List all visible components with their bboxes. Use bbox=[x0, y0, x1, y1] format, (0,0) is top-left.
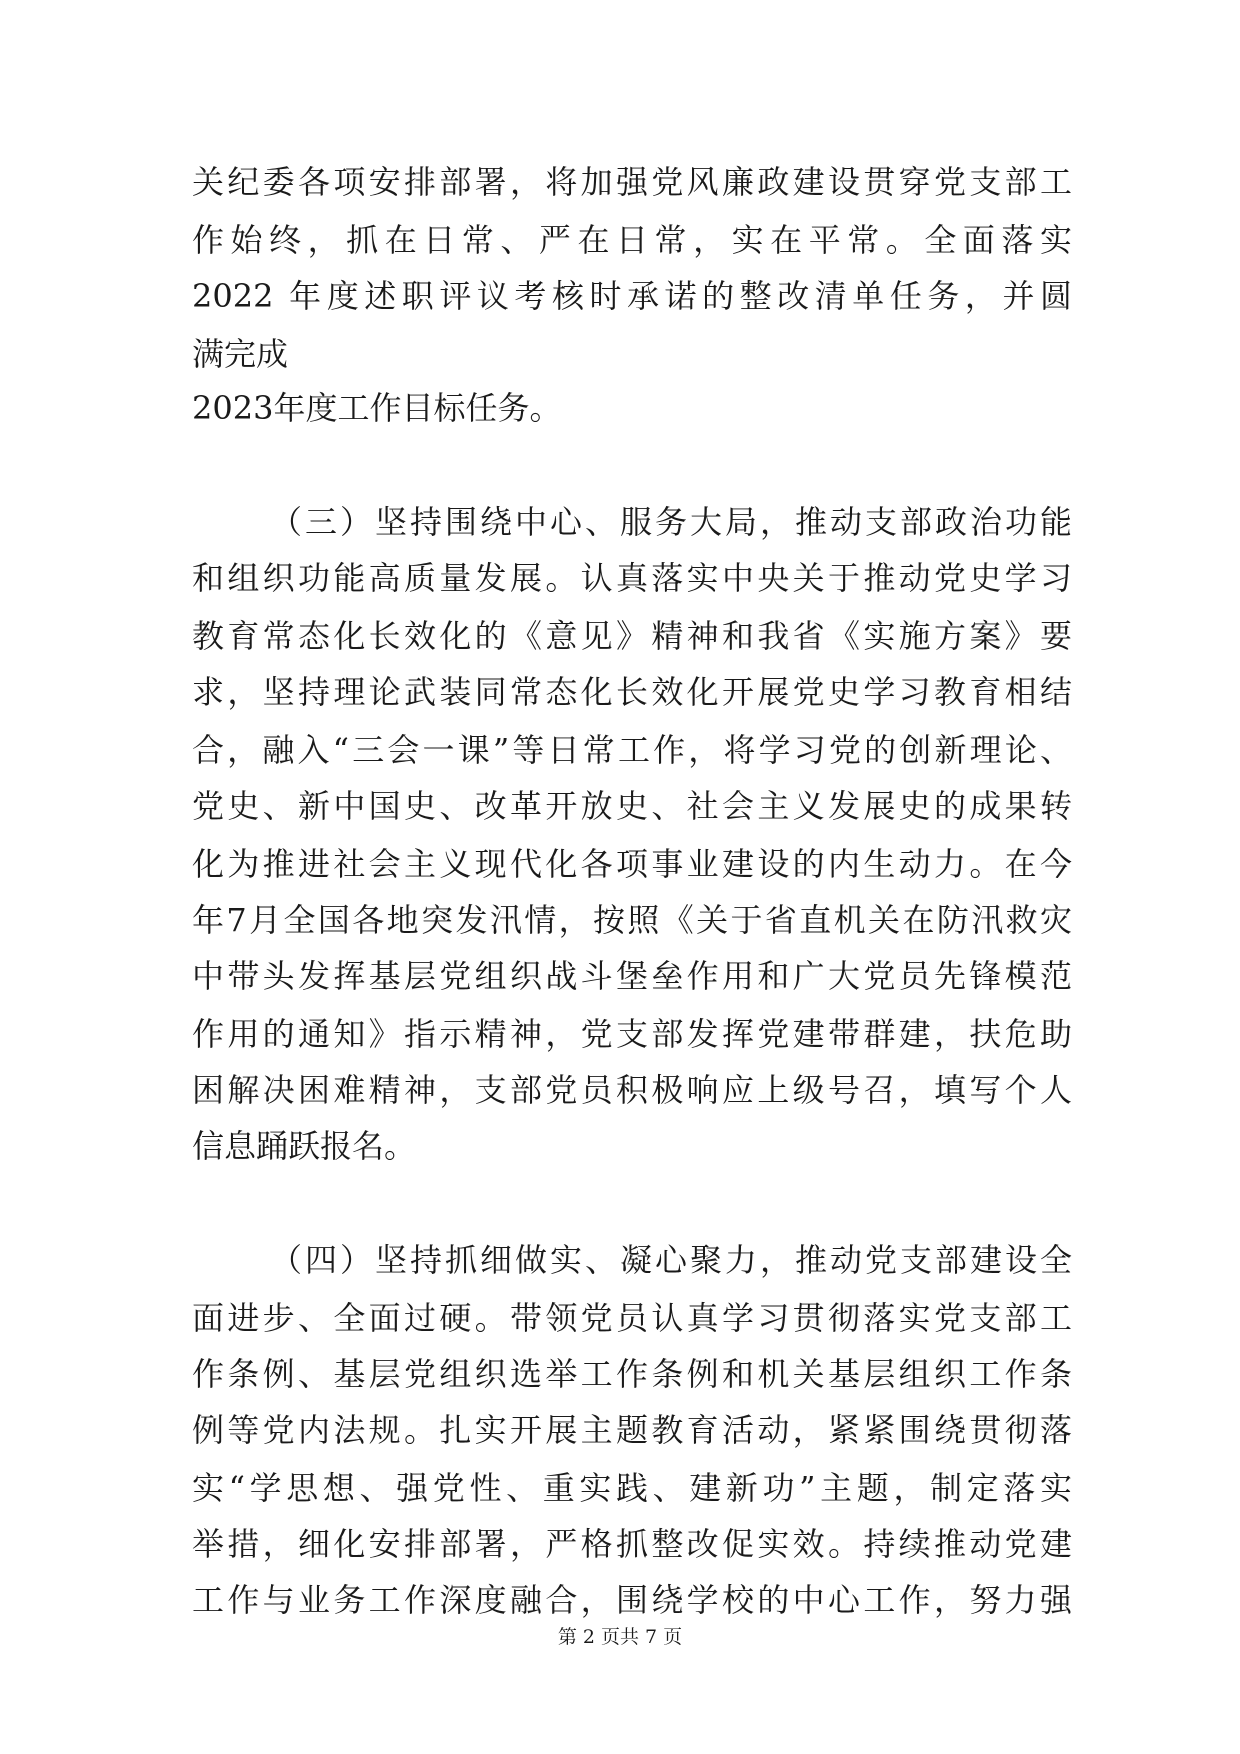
text-line: 合，融入“三会一课”等日常工作，将学习党的创新理论、 bbox=[192, 731, 1072, 769]
text-line: 困解决困难精神，支部党员积极响应上级号召，填写个人 bbox=[192, 1071, 1072, 1109]
text-line: 年7月全国各地突发汛情，按照《关于省直机关在防汛救灾 bbox=[192, 901, 1072, 939]
text-line: 面进步、全面过硬。带领党员认真学习贯彻落实党支部工 bbox=[192, 1299, 1072, 1337]
text-line: 关纪委各项安排部署，将加强党风廉政建设贯穿党支部工 bbox=[192, 163, 1072, 201]
text-line: 作用的通知》指示精神，党支部发挥党建带群建，扶危助 bbox=[192, 1015, 1072, 1053]
page-number: 第 2 页共 7 页 bbox=[557, 1626, 683, 1648]
text-line: 作始终，抓在日常、严在日常，实在平常。全面落实 bbox=[192, 221, 1072, 259]
text-line: 满完成 bbox=[192, 335, 289, 373]
text-line: （三）坚持围绕中心、服务大局，推动支部政治功能 bbox=[270, 503, 1072, 541]
text-line: 工作与业务工作深度融合，围绕学校的中心工作，努力强 bbox=[192, 1581, 1072, 1619]
text-line: 中带头发挥基层党组织战斗堡垒作用和广大党员先锋模范 bbox=[192, 957, 1072, 995]
text-line: 例等党内法规。扎实开展主题教育活动，紧紧围绕贯彻落 bbox=[192, 1411, 1072, 1449]
text-line: 化为推进社会主义现代化各项事业建设的内生动力。在今 bbox=[192, 845, 1072, 883]
text-line: 举措，细化安排部署，严格抓整改促实效。持续推动党建 bbox=[192, 1525, 1072, 1563]
text-line: 党史、新中国史、改革开放史、社会主义发展史的成果转 bbox=[192, 787, 1072, 825]
text-line: 作条例、基层党组织选举工作条例和机关基层组织工作条 bbox=[192, 1355, 1072, 1393]
text-line: 教育常态化长效化的《意见》精神和我省《实施方案》要 bbox=[192, 617, 1072, 655]
text-line: （四）坚持抓细做实、凝心聚力，推动党支部建设全 bbox=[270, 1241, 1072, 1279]
text-line: 和组织功能高质量发展。认真落实中央关于推动党史学习 bbox=[192, 559, 1072, 597]
text-line: 2023年度工作目标任务。 bbox=[192, 389, 562, 427]
text-line: 实“学思想、强党性、重实践、建新功”主题，制定落实 bbox=[192, 1469, 1072, 1507]
text-line: 求，坚持理论武装同常态化长效化开展党史学习教育相结 bbox=[192, 673, 1072, 711]
text-line: 2022 年度述职评议考核时承诺的整改清单任务，并圆 bbox=[192, 277, 1072, 315]
text-line: 信息踊跃报名。 bbox=[192, 1127, 417, 1165]
